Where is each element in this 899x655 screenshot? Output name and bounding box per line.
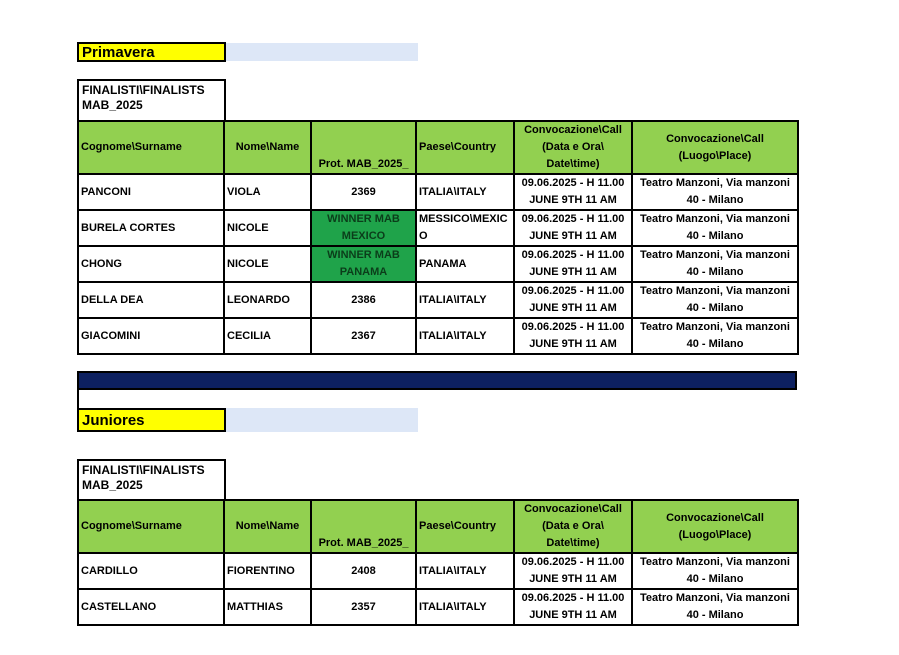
finalists-label-primavera: FINALISTI\FINALISTS MAB_2025 <box>77 79 226 121</box>
divider-gap-left-border <box>77 390 79 408</box>
finalists-label-juniores: FINALISTI\FINALISTS MAB_2025 <box>77 459 226 500</box>
cell-prot: WINNER MAB MEXICO <box>311 210 416 246</box>
cell-prot: 2367 <box>311 318 416 354</box>
cell-surname: CARDILLO <box>78 553 224 589</box>
header-call-place: Convocazione\Call (Luogo\Place) <box>632 121 798 174</box>
header-prot: Prot. MAB_2025_ <box>311 121 416 174</box>
cell-surname: DELLA DEA <box>78 282 224 318</box>
cell-surname: BURELA CORTES <box>78 210 224 246</box>
cell-prot: 2369 <box>311 174 416 210</box>
cell-country: MESSICO\MEXICO <box>416 210 514 246</box>
cell-call-date: 09.06.2025 - H 11.00 JUNE 9TH 11 AM <box>514 318 632 354</box>
table-header-row <box>78 121 798 174</box>
section-band-primavera <box>226 43 418 61</box>
cell-country: PANAMA <box>416 246 514 282</box>
cell-call-place: Teatro Manzoni, Via manzoni 40 - Milano <box>632 246 798 282</box>
header-call-date: Convocazione\Call (Data e Ora\ Date\time) <box>514 500 632 553</box>
finalists-table-juniores <box>77 499 799 626</box>
cell-surname: GIACOMINI <box>78 318 224 354</box>
cell-prot: 2408 <box>311 553 416 589</box>
cell-name: FIORENTINO <box>224 553 311 589</box>
section-band-juniores <box>226 408 418 432</box>
table-row <box>78 282 798 318</box>
table-row <box>78 553 798 589</box>
table-row <box>78 246 798 282</box>
cell-call-date: 09.06.2025 - H 11.00 JUNE 9TH 11 AM <box>514 174 632 210</box>
table-row <box>78 174 798 210</box>
cell-call-place: Teatro Manzoni, Via manzoni 40 - Milano <box>632 282 798 318</box>
cell-prot: 2357 <box>311 589 416 625</box>
table-row <box>78 589 798 625</box>
cell-country: ITALIA\ITALY <box>416 282 514 318</box>
header-call-date: Convocazione\Call (Data e Ora\ Date\time) <box>514 121 632 174</box>
table-header-row <box>78 500 798 553</box>
cell-prot: 2386 <box>311 282 416 318</box>
cell-surname: CHONG <box>78 246 224 282</box>
header-call-place: Convocazione\Call (Luogo\Place) <box>632 500 798 553</box>
cell-call-date: 09.06.2025 - H 11.00 JUNE 9TH 11 AM <box>514 282 632 318</box>
cell-surname: PANCONI <box>78 174 224 210</box>
cell-call-place: Teatro Manzoni, Via manzoni 40 - Milano <box>632 589 798 625</box>
table-row <box>78 210 798 246</box>
cell-name: VIOLA <box>224 174 311 210</box>
section-divider <box>77 371 797 390</box>
header-prot: Prot. MAB_2025_ <box>311 500 416 553</box>
cell-country: ITALIA\ITALY <box>416 318 514 354</box>
cell-country: ITALIA\ITALY <box>416 589 514 625</box>
finalists-table-primavera <box>77 120 799 355</box>
section-title-juniores: Juniores <box>77 408 226 432</box>
cell-prot: WINNER MAB PANAMA <box>311 246 416 282</box>
cell-country: ITALIA\ITALY <box>416 174 514 210</box>
cell-name: NICOLE <box>224 210 311 246</box>
cell-call-date: 09.06.2025 - H 11.00 JUNE 9TH 11 AM <box>514 246 632 282</box>
table-row <box>78 318 798 354</box>
cell-call-date: 09.06.2025 - H 11.00 JUNE 9TH 11 AM <box>514 553 632 589</box>
header-name: Nome\Name <box>224 500 311 553</box>
cell-call-date: 09.06.2025 - H 11.00 JUNE 9TH 11 AM <box>514 589 632 625</box>
cell-call-place: Teatro Manzoni, Via manzoni 40 - Milano <box>632 553 798 589</box>
header-country: Paese\Country <box>416 500 514 553</box>
section-title-primavera: Primavera <box>77 42 226 62</box>
cell-country: ITALIA\ITALY <box>416 553 514 589</box>
cell-name: CECILIA <box>224 318 311 354</box>
cell-call-place: Teatro Manzoni, Via manzoni 40 - Milano <box>632 174 798 210</box>
cell-call-place: Teatro Manzoni, Via manzoni 40 - Milano <box>632 210 798 246</box>
cell-name: LEONARDO <box>224 282 311 318</box>
cell-surname: CASTELLANO <box>78 589 224 625</box>
header-name: Nome\Name <box>224 121 311 174</box>
cell-call-place: Teatro Manzoni, Via manzoni 40 - Milano <box>632 318 798 354</box>
header-surname: Cognome\Surname <box>78 121 224 174</box>
cell-name: NICOLE <box>224 246 311 282</box>
cell-name: MATTHIAS <box>224 589 311 625</box>
cell-call-date: 09.06.2025 - H 11.00 JUNE 9TH 11 AM <box>514 210 632 246</box>
header-surname: Cognome\Surname <box>78 500 224 553</box>
header-country: Paese\Country <box>416 121 514 174</box>
